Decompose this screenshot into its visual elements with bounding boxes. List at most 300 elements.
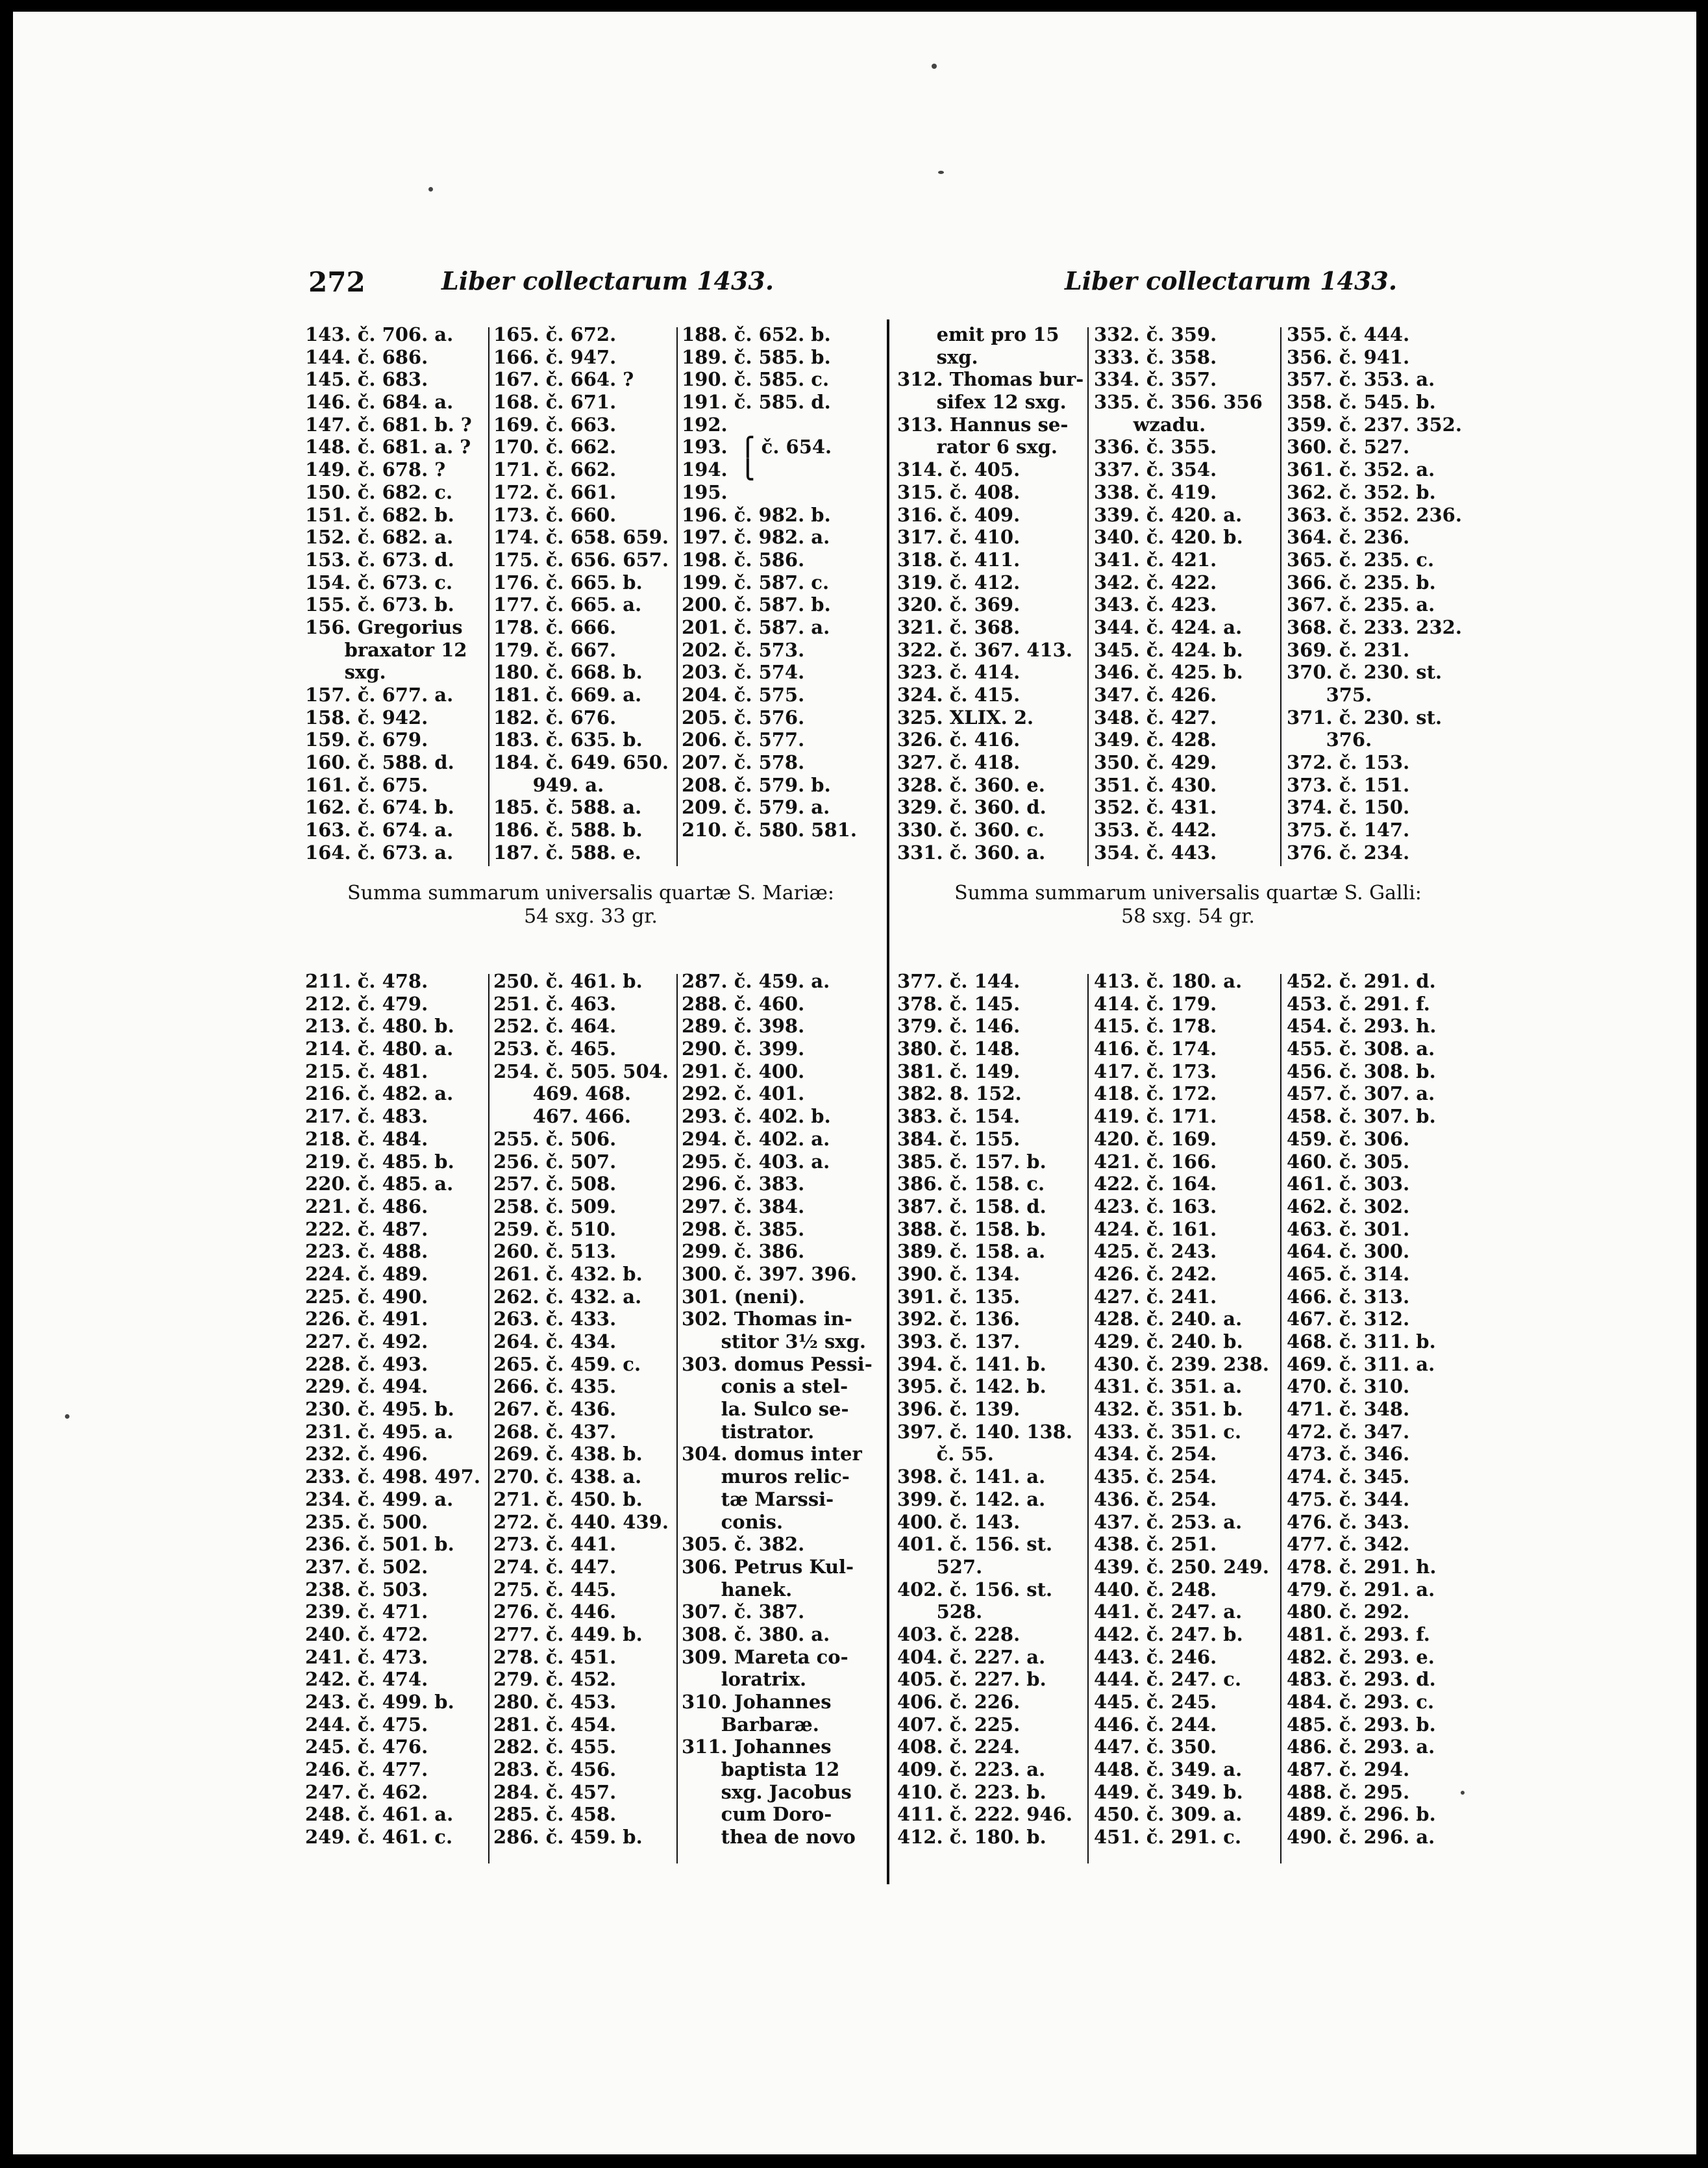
entry-line: 393. č. 137. (897, 1330, 1021, 1352)
entry-line: 191. č. 585. d. (682, 391, 831, 414)
entry-line: 255. č. 506. (493, 1127, 617, 1150)
entry-line: 329. č. 360. d. (897, 796, 1046, 819)
entry-line: 320. č. 369. (897, 593, 1021, 616)
entry-line: 388. č. 158. b. (897, 1217, 1046, 1240)
entries-column (305, 323, 500, 864)
entry-line: 380. č. 148. (897, 1038, 1021, 1060)
entry-line: 164. č. 673. a. (305, 841, 454, 864)
entry-line: conis a stel- (682, 1375, 848, 1398)
entry-line: 267. č. 436. (493, 1398, 617, 1421)
entry-line: 314. č. 405. (897, 458, 1021, 481)
entry-line: 367. č. 235. a. (1287, 593, 1435, 616)
entry-line: 386. č. 158. c. (897, 1173, 1045, 1195)
entry-line: 177. č. 665. a. (493, 593, 642, 616)
entry-line: 421. č. 166. (1094, 1150, 1217, 1173)
entry-line: 394. č. 141. b. (897, 1352, 1046, 1375)
entry-line: 148. č. 681. a. ? (305, 436, 471, 458)
entry-line: 404. č. 227. a. (897, 1645, 1046, 1668)
entry-line: 279. č. 452. (493, 1668, 617, 1691)
entry-line: 340. č. 420. b. (1094, 526, 1243, 549)
entry-line: 185. č. 588. a. (493, 796, 642, 819)
summa-galli (896, 882, 1480, 928)
entry-line: 383. č. 154. (897, 1105, 1021, 1128)
entry-line: 362. č. 352. b. (1287, 480, 1436, 503)
entry-line: 283. č. 456. (493, 1758, 617, 1781)
entry-line: 371. č. 230. st. (1287, 706, 1442, 729)
column-rule (1280, 974, 1281, 1863)
entry-line: sifex 12 sxg. (897, 391, 1067, 414)
entry-line: 331. č. 360. a. (897, 841, 1046, 864)
entry-line: 315. č. 408. (897, 480, 1021, 503)
column-rule (676, 974, 678, 1863)
entry-line: 281. č. 454. (493, 1713, 617, 1736)
scan-speck (428, 187, 433, 192)
entry-line: 358. č. 545. b. (1287, 391, 1436, 414)
entry-line: 432. č. 351. b. (1094, 1398, 1243, 1421)
entry-line: 330. č. 360. c. (897, 819, 1045, 841)
entry-line: 208. č. 579. b. (682, 773, 831, 796)
entry-line: 463. č. 301. (1287, 1217, 1410, 1240)
entry-line: 438. č. 251. (1094, 1533, 1217, 1556)
entry-line: 186. č. 588. b. (493, 819, 643, 841)
entry-line: 243. č. 499. b. (305, 1691, 454, 1713)
entry-line: 291. č. 400. (682, 1060, 805, 1082)
entry-line: 150. č. 682. c. (305, 480, 453, 503)
entry-line: 289. č. 398. (682, 1015, 805, 1038)
entry-line: 429. č. 240. b. (1094, 1330, 1243, 1352)
entry-line: 319. č. 412. (897, 571, 1021, 593)
entry-line: 326. č. 416. (897, 729, 1021, 751)
entries-column (897, 970, 1092, 1849)
entry-line: 179. č. 667. (493, 638, 617, 661)
entry-line: 442. č. 247. b. (1094, 1623, 1243, 1645)
entry-line: 223. č. 488. (305, 1240, 428, 1263)
entries-column (1094, 970, 1289, 1849)
entry-line: 427. č. 241. (1094, 1285, 1217, 1308)
entry-line: 216. č. 482. a. (305, 1082, 454, 1105)
entry-line: sxg. (305, 661, 386, 684)
entry-line: 157. č. 677. a. (305, 684, 454, 706)
entry-line: 301. (neni). (682, 1285, 805, 1308)
entry-line: 245. č. 476. (305, 1736, 428, 1758)
entry-line: 454. č. 293. h. (1287, 1015, 1437, 1038)
column-rule (488, 327, 489, 866)
column-rule (1087, 974, 1089, 1863)
entry-line: 436. č. 254. (1094, 1488, 1217, 1510)
entry-line: 337. č. 354. (1094, 458, 1217, 481)
entry-line: 457. č. 307. a. (1287, 1082, 1435, 1105)
running-title-left: Liber collectarum 1433. (441, 266, 774, 295)
entry-line: 466. č. 313. (1287, 1285, 1410, 1308)
entry-line: 144. č. 686. (305, 345, 428, 368)
entry-line: 284. č. 457. (493, 1780, 617, 1803)
entry-line: 374. č. 150. (1287, 796, 1410, 819)
entry-line: 221. č. 486. (305, 1195, 428, 1217)
entry-line: 403. č. 228. (897, 1623, 1021, 1645)
entry-line: 365. č. 235. c. (1287, 548, 1435, 571)
entry-line: 475. č. 344. (1287, 1488, 1410, 1510)
entry-line: 241. č. 473. (305, 1645, 428, 1668)
entry-line: 228. č. 493. (305, 1352, 428, 1375)
entry-line: 391. č. 135. (897, 1285, 1021, 1308)
entry-line: 416. č. 174. (1094, 1038, 1217, 1060)
entry-line: 435. č. 254. (1094, 1465, 1217, 1488)
entry-line: 325. XLIX. 2. (897, 706, 1034, 729)
entry-line: 384. č. 155. (897, 1127, 1021, 1150)
entry-line: 381. č. 149. (897, 1060, 1021, 1082)
entry-line: 345. č. 424. b. (1094, 638, 1243, 661)
entry-line: 379. č. 146. (897, 1015, 1021, 1038)
entry-line: 171. č. 662. (493, 458, 617, 481)
entry-line: 341. č. 421. (1094, 548, 1217, 571)
entry-line: 487. č. 294. (1287, 1758, 1410, 1781)
entry-line: 235. č. 500. (305, 1510, 428, 1533)
entry-line: 354. č. 443. (1094, 841, 1217, 864)
entry-line: 237. č. 502. (305, 1555, 428, 1578)
entry-line: 174. č. 658. 659. (493, 526, 669, 549)
entry-line: 321. č. 368. (897, 616, 1021, 638)
entry-line: 440. č. 248. (1094, 1578, 1217, 1601)
summa-total: 54 sxg. 33 gr. (524, 905, 658, 928)
entry-line: 443. č. 246. (1094, 1645, 1217, 1668)
entry-line: 206. č. 577. (682, 729, 805, 751)
scan-speck (938, 171, 944, 174)
entry-line: 249. č. 461. c. (305, 1826, 453, 1849)
entry-line: 439. č. 250. 249. (1094, 1555, 1269, 1578)
entry-line: 400. č. 143. (897, 1510, 1021, 1533)
entry-line: 488. č. 295. (1287, 1780, 1410, 1803)
column-rule (1280, 327, 1281, 866)
summa-line: Summa summarum universalis quartæ S. Galli: (954, 882, 1422, 904)
entry-line: 370. č. 230. st. (1287, 661, 1442, 684)
entry-line: 313. Hannus se- (897, 413, 1069, 436)
entry-line: 338. č. 419. (1094, 480, 1217, 503)
entry-line: 163. č. 674. a. (305, 819, 454, 841)
entry-line: 324. č. 415. (897, 684, 1021, 706)
entry-line: braxator 12 (305, 638, 467, 661)
entry-line: 214. č. 480. a. (305, 1038, 454, 1060)
entry-line: 406. č. 226. (897, 1691, 1021, 1713)
entry-line: 280. č. 453. (493, 1691, 617, 1713)
entry-line: 333. č. 358. (1094, 345, 1217, 368)
entry-line: 348. č. 427. (1094, 706, 1217, 729)
summa-total: 58 sxg. 54 gr. (1121, 905, 1255, 928)
entry-line: 299. č. 386. (682, 1240, 805, 1263)
entry-line: 472. č. 347. (1287, 1420, 1410, 1443)
running-title-right: Liber collectarum 1433. (1065, 266, 1398, 295)
entry-line: wzadu. (1094, 413, 1206, 436)
entry-line: 238. č. 503. (305, 1578, 428, 1601)
scan-speck (1461, 1791, 1465, 1795)
entry-line: 273. č. 441. (493, 1533, 617, 1556)
entry-line: 225. č. 490. (305, 1285, 428, 1308)
entry-line: 310. Johannes (682, 1691, 832, 1713)
entry-line: 334. č. 357. (1094, 368, 1217, 391)
entry-line: 357. č. 353. a. (1287, 368, 1435, 391)
entry-line: 480. č. 292. (1287, 1601, 1410, 1623)
entry-line: 361. č. 352. a. (1287, 458, 1435, 481)
entry-line: 269. č. 438. b. (493, 1443, 643, 1465)
entry-line: 352. č. 431. (1094, 796, 1217, 819)
column-rule (488, 974, 489, 1863)
entry-line: loratrix. (682, 1668, 807, 1691)
entry-line: 183. č. 635. b. (493, 729, 643, 751)
entry-line: 195. (682, 480, 728, 503)
entry-line: 290. č. 399. (682, 1038, 805, 1060)
entry-line: 189. č. 585. b. (682, 345, 831, 368)
entry-line: 248. č. 461. a. (305, 1803, 454, 1826)
entry-line: 452. č. 291. d. (1287, 970, 1436, 992)
entry-line: 227. č. 492. (305, 1330, 428, 1352)
entry-line: 489. č. 296. b. (1287, 1803, 1436, 1826)
entry-line: sxg. (897, 345, 978, 368)
entry-line: 254. č. 505. 504. (493, 1060, 669, 1082)
entry-line: 145. č. 683. (305, 368, 428, 391)
entry-line: 467. 466. (493, 1105, 631, 1128)
entry-line: 308. č. 380. a. (682, 1623, 830, 1645)
entry-line: 423. č. 163. (1094, 1195, 1217, 1217)
center-column-rule (887, 319, 889, 1884)
entry-line: 431. č. 351. a. (1094, 1375, 1243, 1398)
entry-line: 149. č. 678. ? (305, 458, 446, 481)
entry-line: 234. č. 499. a. (305, 1488, 454, 1510)
entry-line: 409. č. 223. a. (897, 1758, 1046, 1781)
entry-line: 265. č. 459. c. (493, 1352, 641, 1375)
entry-line: 397. č. 140. 138. (897, 1420, 1072, 1443)
entry-line: 412. č. 180. b. (897, 1826, 1046, 1849)
entry-line: 287. č. 459. a. (682, 970, 830, 992)
entry-line: 433. č. 351. c. (1094, 1420, 1242, 1443)
entry-line: emit pro 15 (897, 323, 1059, 345)
entry-line: 396. č. 139. (897, 1398, 1021, 1421)
entry-line: 187. č. 588. e. (493, 841, 641, 864)
entry-line: 458. č. 307. b. (1287, 1105, 1436, 1128)
entry-line: 469. č. 311. a. (1287, 1352, 1435, 1375)
entry-line: 218. č. 484. (305, 1127, 428, 1150)
entry-line: 335. č. 356. 356 (1094, 391, 1263, 414)
entry-line: 467. č. 312. (1287, 1308, 1410, 1330)
entry-line: 170. č. 662. (493, 436, 617, 458)
entry-line: 390. č. 134. (897, 1262, 1021, 1285)
entries-column (1287, 323, 1481, 864)
entry-line: 230. č. 495. b. (305, 1398, 454, 1421)
entry-line: 479. č. 291. a. (1287, 1578, 1435, 1601)
entry-line: 417. č. 173. (1094, 1060, 1217, 1082)
entry-line: 203. č. 574. (682, 661, 805, 684)
entry-line: 460. č. 305. (1287, 1150, 1410, 1173)
entry-line: tistrator. (682, 1420, 815, 1443)
entry-line: 318. č. 411. (897, 548, 1021, 571)
entry-line: 419. č. 171. (1094, 1105, 1217, 1128)
entry-line: 385. č. 157. b. (897, 1150, 1046, 1173)
entry-line: 382. 8. 152. (897, 1082, 1022, 1105)
entries-column (682, 323, 876, 841)
entry-line: 422. č. 164. (1094, 1173, 1217, 1195)
entry-line: 483. č. 293. d. (1287, 1668, 1436, 1691)
entry-line: 154. č. 673. c. (305, 571, 453, 593)
entry-line: 151. č. 682. b. (305, 503, 454, 526)
entry-line: 399. č. 142. a. (897, 1488, 1046, 1510)
entry-line: 198. č. 586. (682, 548, 805, 571)
entry-line: 425. č. 243. (1094, 1240, 1217, 1263)
entry-line: 469. 468. (493, 1082, 631, 1105)
entry-line: 473. č. 346. (1287, 1443, 1410, 1465)
entry-line: 465. č. 314. (1287, 1262, 1410, 1285)
entry-line: 251. č. 463. (493, 992, 617, 1015)
entry-line: 462. č. 302. (1287, 1195, 1410, 1217)
entry-line: 286. č. 459. b. (493, 1826, 643, 1849)
entries-column (305, 970, 500, 1849)
entry-line: 300. č. 397. 396. (682, 1262, 857, 1285)
entry-line: 204. č. 575. (682, 684, 805, 706)
entry-line: 242. č. 474. (305, 1668, 428, 1691)
entry-line: 461. č. 303. (1287, 1173, 1410, 1195)
entry-line: č. 55. (897, 1443, 994, 1465)
entry-line: 306. Petrus Kul- (682, 1555, 854, 1578)
entry-line: 240. č. 472. (305, 1623, 428, 1645)
entry-line: 292. č. 401. (682, 1082, 805, 1105)
entry-line: 262. č. 432. a. (493, 1285, 642, 1308)
entry-line: 196. č. 982. b. (682, 503, 831, 526)
entry-line: 268. č. 437. (493, 1420, 617, 1443)
entry-line: 271. č. 450. b. (493, 1488, 643, 1510)
entry-line: 387. č. 158. d. (897, 1195, 1046, 1217)
entry-line: 211. č. 478. (305, 970, 428, 992)
entry-line: 471. č. 348. (1287, 1398, 1410, 1421)
entry-line: 155. č. 673. b. (305, 593, 454, 616)
entry-line: 336. č. 355. (1094, 436, 1217, 458)
entries-column (493, 323, 688, 864)
entry-line: 293. č. 402. b. (682, 1105, 831, 1128)
entry-line: 376. č. 234. (1287, 841, 1410, 864)
entry-line: 224. č. 489. (305, 1262, 428, 1285)
entry-line: 356. č. 941. (1287, 345, 1410, 368)
entry-line: 451. č. 291. c. (1094, 1826, 1242, 1849)
entry-line: 478. č. 291. h. (1287, 1555, 1437, 1578)
entry-line: 190. č. 585. c. (682, 368, 830, 391)
entry-line: 395. č. 142. b. (897, 1375, 1046, 1398)
entry-line: 236. č. 501. b. (305, 1533, 454, 1556)
entry-line: 366. č. 235. b. (1287, 571, 1436, 593)
entry-line: 277. č. 449. b. (493, 1623, 643, 1645)
entry-line: 477. č. 342. (1287, 1533, 1410, 1556)
entry-line: 250. č. 461. b. (493, 970, 643, 992)
entry-line: 304. domus inter (682, 1443, 862, 1465)
entry-line: 408. č. 224. (897, 1736, 1021, 1758)
entry-line: 376. (1287, 729, 1372, 751)
entry-line: baptista 12 (682, 1758, 840, 1781)
entry-line: 527. (897, 1555, 983, 1578)
entry-line: 175. č. 656. 657. (493, 548, 669, 571)
entry-line: 307. č. 387. (682, 1601, 805, 1623)
entry-line: 413. č. 180. a. (1094, 970, 1243, 992)
entry-line: 368. č. 233. 232. (1287, 616, 1462, 638)
entry-line: muros relic- (682, 1465, 850, 1488)
entry-line: 441. č. 247. a. (1094, 1601, 1243, 1623)
entry-line: 353. č. 442. (1094, 819, 1217, 841)
entry-line: 414. č. 179. (1094, 992, 1217, 1015)
entry-line: 317. č. 410. (897, 526, 1021, 549)
entry-line: 257. č. 508. (493, 1173, 617, 1195)
entry-line: 448. č. 349. a. (1094, 1758, 1243, 1781)
entry-line: 209. č. 579. a. (682, 796, 830, 819)
entry-line: 247. č. 462. (305, 1780, 428, 1803)
scanned-page (13, 12, 1696, 2154)
entry-line: 172. č. 661. (493, 480, 617, 503)
entry-line: 305. č. 382. (682, 1533, 805, 1556)
entry-line: 445. č. 245. (1094, 1691, 1217, 1713)
entry-line: 303. domus Pessi- (682, 1352, 873, 1375)
entry-line: 182. č. 676. (493, 706, 617, 729)
entry-line: 272. č. 440. 439. (493, 1510, 669, 1533)
summa-mariae (305, 882, 876, 928)
entry-line: 201. č. 587. a. (682, 616, 830, 638)
entry-line: 288. č. 460. (682, 992, 805, 1015)
entry-line: 482. č. 293. e. (1287, 1645, 1435, 1668)
entry-line: 256. č. 507. (493, 1150, 617, 1173)
entry-line: tæ Marssi- (682, 1488, 834, 1510)
entry-line: 349. č. 428. (1094, 729, 1217, 751)
entry-line: 481. č. 293. f. (1287, 1623, 1430, 1645)
entry-line: 275. č. 445. (493, 1578, 617, 1601)
entry-line: 232. č. 496. (305, 1443, 428, 1465)
entry-line: 407. č. 225. (897, 1713, 1021, 1736)
entry-line: 363. č. 352. 236. (1287, 503, 1462, 526)
entry-line: 166. č. 947. (493, 345, 617, 368)
column-rule (1087, 327, 1089, 866)
entry-line: 231. č. 495. a. (305, 1420, 454, 1443)
entry-line: 296. č. 383. (682, 1173, 805, 1195)
entry-line: 278. č. 451. (493, 1645, 617, 1668)
entry-line: 181. č. 669. a. (493, 684, 642, 706)
entry-line: 188. č. 652. b. (682, 323, 831, 345)
entry-line: 346. č. 425. b. (1094, 661, 1243, 684)
entry-line: 312. Thomas bur- (897, 368, 1084, 391)
entry-line: 464. č. 300. (1287, 1240, 1410, 1263)
entry-line: 450. č. 309. a. (1094, 1803, 1243, 1826)
entry-line: hanek. (682, 1578, 793, 1601)
entry-line: 165. č. 672. (493, 323, 617, 345)
entry-line: 453. č. 291. f. (1287, 992, 1430, 1015)
scan-speck (932, 64, 937, 69)
entry-line: 200. č. 587. b. (682, 593, 831, 616)
entry-line: 239. č. 471. (305, 1601, 428, 1623)
entry-line: 389. č. 158. a. (897, 1240, 1046, 1263)
entry-line: 246. č. 477. (305, 1758, 428, 1781)
entry-line: 323. č. 414. (897, 661, 1021, 684)
entry-line: 215. č. 481. (305, 1060, 428, 1082)
entry-line: 456. č. 308. b. (1287, 1060, 1436, 1082)
entry-line: la. Sulco se- (682, 1398, 849, 1421)
entry-line: 316. č. 409. (897, 503, 1021, 526)
entry-line: 398. č. 141. a. (897, 1465, 1046, 1488)
entry-line: 226. č. 491. (305, 1308, 428, 1330)
entry-line: 447. č. 350. (1094, 1736, 1217, 1758)
entry-line: 220. č. 485. a. (305, 1173, 454, 1195)
entry-line: 285. č. 458. (493, 1803, 617, 1826)
entry-line: 476. č. 343. (1287, 1510, 1410, 1533)
entry-line: stitor 3½ sxg. (682, 1330, 866, 1352)
entry-line: 949. a. (493, 773, 604, 796)
entry-line: 437. č. 253. a. (1094, 1510, 1243, 1533)
entry-line: 193. ⎧ č. 654. (682, 436, 832, 458)
summa-line: Summa summarum universalis quartæ S. Mariæ: (347, 882, 834, 904)
entry-line: 343. č. 423. (1094, 593, 1217, 616)
entry-line: 455. č. 308. a. (1287, 1038, 1435, 1060)
entry-line: 297. č. 384. (682, 1195, 805, 1217)
entry-line: 266. č. 435. (493, 1375, 617, 1398)
entry-line: 184. č. 649. 650. (493, 751, 669, 774)
